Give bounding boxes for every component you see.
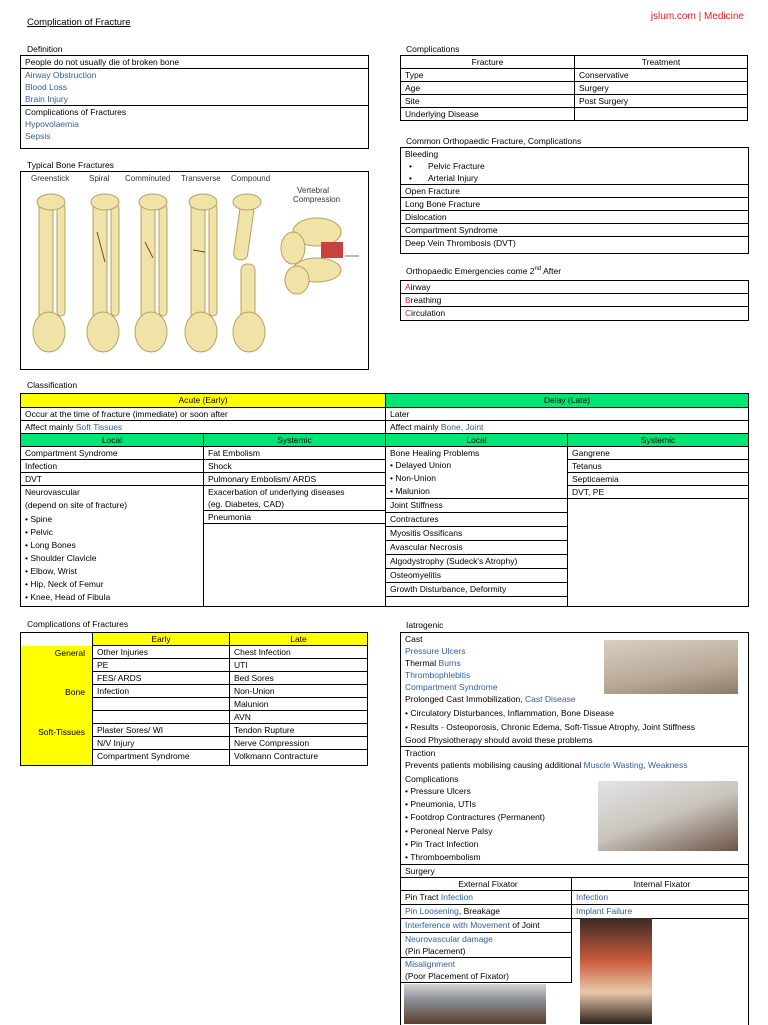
table-cell: Type <box>401 69 575 82</box>
cast-label: Cast <box>405 634 423 644</box>
list-item: Open Fracture <box>401 185 748 198</box>
table-row: PE UTI <box>93 659 367 672</box>
table-header: Treatment <box>575 56 748 69</box>
delay-desc: Later <box>386 408 748 421</box>
list-item: • Peroneal Nerve Palsy <box>401 825 748 838</box>
category-label: Bone <box>65 687 85 697</box>
acute-header: Acute (Early) <box>21 394 386 408</box>
list-item: Airway <box>401 281 748 294</box>
list-item: Circulation <box>405 308 446 318</box>
list-item: • Pneumonia, UTIs <box>401 798 748 811</box>
acute-systemic-list: Fat Embolism Shock Pulmonary Embolism/ ARDS Exacerbation of underlying diseases (eg. Diabetes, CAD) Pneumonia <box>204 447 385 524</box>
table-row <box>401 82 748 95</box>
complication-item: Hypovolaemia <box>25 119 79 129</box>
classification-table <box>20 393 749 607</box>
site-link[interactable]: jslum.com | Medicine <box>650 11 744 22</box>
figure-label: Compound <box>231 174 271 183</box>
list-item: Pressure Ulcers <box>405 646 466 656</box>
list-item: • Arterial Injury <box>401 172 748 185</box>
delay-affect: Affect mainly Bone, Joint <box>386 421 748 434</box>
delay-systemic-header: Systemic <box>568 434 748 447</box>
cause-item: Blood Loss <box>25 82 68 92</box>
classification-heading: Classification <box>27 380 78 390</box>
list-item: Good Physiotherapy should avoid these problems <box>401 734 748 747</box>
table-cell: Underlying Disease <box>401 108 575 121</box>
complications-heading: Complications <box>406 44 460 54</box>
category-label: General <box>54 648 85 658</box>
definition-intro: People do not usually die of broken bone <box>21 56 368 69</box>
complications-table <box>400 55 748 121</box>
surgery-label: Surgery <box>401 865 748 878</box>
figure-label: Transverse <box>181 174 221 183</box>
table-cell: Site <box>401 95 575 108</box>
list-item: Prevents patients mobilising causing additional Muscle Wasting, Weakness <box>405 760 688 770</box>
acute-local-header: Local <box>21 434 204 447</box>
iatrogenic-heading: Iatrogenic <box>406 620 444 630</box>
int-header: Internal Fixator <box>633 879 691 889</box>
acute-affect: Affect mainly Soft Tissues <box>21 421 386 434</box>
category-label: Soft-Tissues <box>38 727 85 737</box>
list-item: Thermal Burns <box>405 658 461 668</box>
early-header: Early <box>93 633 229 646</box>
table-cell: Post Surgery <box>575 95 748 108</box>
table-row: Malunion <box>93 698 367 711</box>
page-title: Complication of Fracture <box>27 17 131 28</box>
list-item: • Footdrop Contractures (Permanent) <box>401 811 748 825</box>
table-row: FES/ ARDS Bed Sores <box>93 672 367 685</box>
table-row <box>401 108 748 121</box>
cause-item: Airway Obstruction <box>25 70 97 80</box>
comp-table-heading: Complications of Fractures <box>27 619 129 629</box>
figure-label: Vertebral <box>297 186 330 195</box>
list-item: • Pelvic Fracture <box>409 161 485 171</box>
bone-figure <box>20 171 369 370</box>
acute-local-list: Compartment Syndrome Infection DVT Neurovascular (depend on site of fracture) • Spine • Pelvic • Long Bones • Shoulder Clavicle • Elbow, Wrist • Hip, Neck of Femur • Knee, Head of Fibula <box>21 447 203 604</box>
table-row: Plaster Sores/ WI Tendon Rupture <box>93 724 367 737</box>
late-header: Late <box>230 633 367 646</box>
delay-systemic-list: Gangrene Tetanus Septicaemia DVT, PE <box>568 447 748 499</box>
bone-shape <box>39 200 53 320</box>
complications-title: Complications of Fractures <box>25 107 127 117</box>
fixator-body: Pin Tract Infection Pin Loosening, Breakage Interference with Movement of Joint Neurovascular damage (Pin Placement) Misalignment (Poor Placement of Fixator) Infection Implant Failure <box>401 891 748 983</box>
emergencies-heading: Orthopaedic Emergencies come 2nd After <box>406 266 562 276</box>
bone-fracture-illustration <box>21 172 368 369</box>
delay-local-list: Bone Healing Problems • Delayed Union • Non-Union • Malunion Joint Stiffness Contractures Myositis Ossificans Avascular Necrosis Algodystrophy (Sudeck's Atrophy) Osteomyelitis Growth Disturbance, Deformity <box>386 447 567 597</box>
cast-photo <box>604 640 738 694</box>
definition-box <box>20 55 369 149</box>
definition-heading: Definition <box>27 44 63 54</box>
ext-header: External Fixator <box>401 878 572 890</box>
delay-header: Delay (Late) <box>386 394 748 408</box>
internal-fixator-photo <box>580 918 652 1024</box>
figure-label: Comminuted <box>125 174 171 183</box>
list-item: • Circulatory Disturbances, Inflammation, Bone Disease <box>401 707 748 721</box>
table-row: Other Injuries Chest Infection <box>93 646 367 659</box>
acute-desc: Occur at the time of fracture (immediate) or soon after <box>21 408 386 421</box>
list-item: • Pressure Ulcers <box>401 785 748 798</box>
figure-label: Spiral <box>89 174 110 183</box>
table-row: Infection Non-Union <box>93 685 367 698</box>
acute-systemic-header: Systemic <box>204 434 386 447</box>
list-item: • Thromboembolism <box>401 851 748 865</box>
figure-label: Greenstick <box>31 174 70 183</box>
external-fixator-photo <box>404 984 546 1024</box>
list-item: Compartment Syndrome <box>405 682 498 692</box>
common-box <box>400 147 749 254</box>
table-row <box>401 878 748 891</box>
table-row: N/V Injury Nerve Compression <box>93 737 367 750</box>
list-item: • Pin Tract Infection <box>401 838 748 851</box>
list-item: Deep Vein Thrombosis (DVT) <box>405 238 516 248</box>
list-item: Breathing <box>401 294 748 307</box>
bleeding-label: Bleeding <box>405 149 439 159</box>
table-row <box>401 95 748 108</box>
figure-label: Compression <box>293 195 341 204</box>
table-row: Compartment Syndrome Volkmann Contracture <box>93 750 367 762</box>
cause-item: Brain Injury <box>21 93 368 106</box>
table-cell <box>575 108 748 121</box>
comp-table <box>20 632 368 766</box>
table-row <box>401 69 748 82</box>
list-item: • Results - Osteoporosis, Chronic Edema, Soft-Tissue Atrophy, Joint Stiffness <box>401 721 748 734</box>
delay-local-header: Local <box>386 434 568 447</box>
list-item: Complications <box>405 774 459 784</box>
traction-photo <box>598 781 738 851</box>
list-item: Prolonged Cast Immobilization, Cast Disease <box>405 694 576 704</box>
bone-figure-heading: Typical Bone Fractures <box>27 160 114 170</box>
common-heading: Common Orthopaedic Fracture, Complications <box>406 136 582 146</box>
list-item: Dislocation <box>401 211 748 224</box>
comp-table-body <box>93 646 367 762</box>
list-item: Long Bone Fracture <box>401 198 748 211</box>
traction-label: Traction <box>405 748 436 758</box>
table-row: AVN <box>93 711 367 724</box>
emergencies-box <box>400 280 749 321</box>
table-cell: Age <box>401 82 575 95</box>
table-header: Fracture <box>401 56 575 69</box>
complication-item: Sepsis <box>25 131 51 141</box>
table-cell: Conservative <box>575 69 748 82</box>
table-cell: Surgery <box>575 82 748 95</box>
list-item: Thrombophlebitis <box>405 670 471 680</box>
list-item: Compartment Syndrome <box>401 224 748 237</box>
